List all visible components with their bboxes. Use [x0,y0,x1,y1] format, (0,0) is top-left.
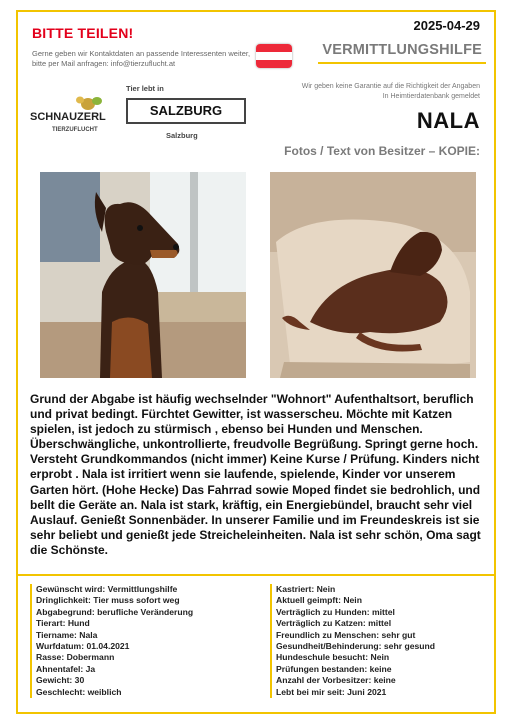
photos-caption: Fotos / Text von Besitzer – KOPIE: [284,144,480,158]
contact-text: Gerne geben wir Kontaktdaten an passende Interessenten weiter, bitte per Mail anfragen: info@tierzuflucht.at [32,49,251,68]
detail-pruefungen: Prüfungen bestanden: keine [276,663,392,674]
region-box: SALZBURG [126,98,246,124]
details-divider [18,574,494,576]
detail-hunde: Verträglich zu Hunden: mittel [276,606,395,617]
disclaimer-line-2: In Heimtierdatenbank gemeldet [382,93,480,100]
detail-wunsch: Gewünscht wird: Vermittlungshilfe [36,584,178,594]
detail-tierart: Tierart: Hund [36,618,90,629]
contact-note [32,49,262,69]
share-headline: BITTE TEILEN! [32,25,134,41]
logo-subtext: TIERZUFLUCHT [52,127,98,133]
disclaimer-line-1: Wir geben keine Garantie auf die Richtigkeit der Angaben [301,83,480,90]
detail-geschlecht: Geschlecht: weiblich [36,686,122,697]
flyer-title: VERMITTLUNGSHILFE [322,42,482,58]
location-label: Tier lebt in [126,84,164,93]
city-label: Salzburg [166,131,198,140]
dog-lying-on-sofa-photo [270,172,476,378]
detail-ahnentafel: Ahnentafel: Ja [36,663,96,674]
owner-description: Grund der Abgabe ist häufig wechselnder "Wohnort" Aufenthaltsort, beruflich und privat bedingt. Fürchtet Gewitter, ist wasserscheu. Möchte mit Katzen spielen, ist jedoch zu stürmisch , ebenso bei Hunden und Menschen. Überschwängliche, unkontrollierte, freudvolle Begrüßung. Springt gerne hoch. Versteht Grundkommandos (nicht immer) Keine Kurse / Prüfung. Kinders nicht erprobt . Nala ist irritiert wenn sie laufende, spielende, Kinder vor unserem Garten hört. (Hohe Hecke) Das Fahrrad sowie Moped findet sie bedrohlich, und bellt die Geräte an. Nala ist stark, kräftig, ein Energiebündel, braucht sehr viel Auslauf. Genießt Sonnenbäder. In unserer Familie und im Freundeskreis ist sie sehr beliebt und genießt jede Streicheleinheiten. Nala ist sehr schön, Oma sagt die Schönste. [30,392,481,557]
detail-tiername: Tiername: Nala [36,629,98,640]
detail-menschen: Freundlich zu Menschen: sehr gut [276,629,416,640]
adoption-flyer [16,10,496,714]
detail-gesundheit: Gesundheit/Behinderung: sehr gesund [276,641,435,652]
pet-name: NALA [416,108,480,133]
disclaimer [302,82,480,102]
detail-katzen: Verträglich zu Katzen: mittel [276,618,392,629]
detail-wurfdatum: Wurfdatum: 01.04.2021 [36,641,130,652]
title-underline [318,62,486,64]
detail-abgabegrund: Abgabegrund: berufliche Veränderung [36,606,194,617]
detail-dringlichkeit: Dringlichkeit: Tier muss sofort weg [36,595,180,606]
detail-vorbesitzer: Anzahl der Vorbesitzer: keine [276,675,396,686]
detail-gewicht: Gewicht: 30 [36,675,85,686]
schnauzerl-logo [30,94,114,138]
detail-lebt-seit: Lebt bei mir seit: Juni 2021 [276,686,387,697]
detail-rasse: Rasse: Dobermann [36,652,115,663]
flyer-date: 2025-04-29 [413,18,480,33]
detail-geimpft: Aktuell geimpft: Nein [276,595,362,606]
details-left [30,584,262,698]
dog-portrait-photo [40,172,246,378]
logo-text: SCHNAUZERL [30,111,106,123]
detail-hundeschule: Hundeschule besucht: Nein [276,652,390,663]
austria-flag-icon [256,44,292,68]
detail-kastriert: Kastriert: Nein [276,584,336,594]
details-right [270,584,486,698]
